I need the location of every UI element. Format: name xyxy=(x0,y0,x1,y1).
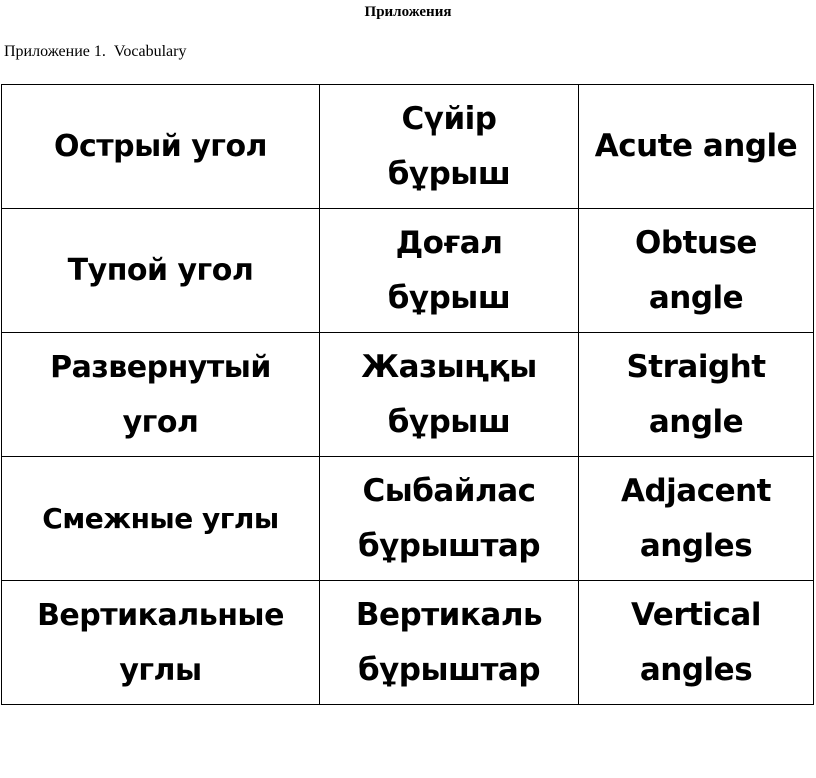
kazakh-term-cell xyxy=(320,85,579,209)
kazakh-term: Вертикаль бұрыштар xyxy=(355,596,543,688)
english-term-cell xyxy=(579,85,814,209)
english-term-cell xyxy=(579,457,814,581)
kazakh-term-cell xyxy=(320,209,579,333)
kazakh-term: Жазыңқы бұрыш xyxy=(361,348,537,440)
table-row xyxy=(2,581,814,705)
kazakh-term-cell xyxy=(320,457,579,581)
english-term: Straight angle xyxy=(626,348,766,440)
english-term: Vertical angles xyxy=(631,596,761,688)
kazakh-term: Доғал бұрыш xyxy=(387,224,511,316)
kazakh-term-cell xyxy=(320,581,579,705)
table-row xyxy=(2,457,814,581)
russian-term-cell xyxy=(2,457,320,581)
russian-term: Вертикальные углы xyxy=(37,597,284,688)
table-row xyxy=(2,209,814,333)
english-term-cell xyxy=(579,581,814,705)
english-term: Adjacent angles xyxy=(620,472,772,564)
russian-term-cell xyxy=(2,85,320,209)
russian-term-cell xyxy=(2,581,320,705)
kazakh-term: Сүйір бұрыш xyxy=(387,100,511,192)
english-term-cell xyxy=(579,209,814,333)
russian-term: Смежные углы xyxy=(42,502,279,535)
table-row xyxy=(2,85,814,209)
kazakh-term-cell xyxy=(320,333,579,457)
table-row xyxy=(2,333,814,457)
kazakh-term: Сыбайлас бұрыштар xyxy=(357,472,541,564)
russian-term: Развернутый угол xyxy=(50,349,271,440)
page-title: Приложения xyxy=(364,4,452,20)
english-term: Acute angle xyxy=(594,128,798,164)
russian-term-cell xyxy=(2,333,320,457)
russian-term: Острый угол xyxy=(53,129,268,164)
russian-term-cell xyxy=(2,209,320,333)
appendix-subtitle: Приложение 1. Vocabulary xyxy=(4,43,187,60)
english-term: Obtuse angle xyxy=(635,224,757,316)
english-term-cell xyxy=(579,333,814,457)
vocabulary-table xyxy=(1,84,814,705)
russian-term: Тупой угол xyxy=(67,253,254,288)
